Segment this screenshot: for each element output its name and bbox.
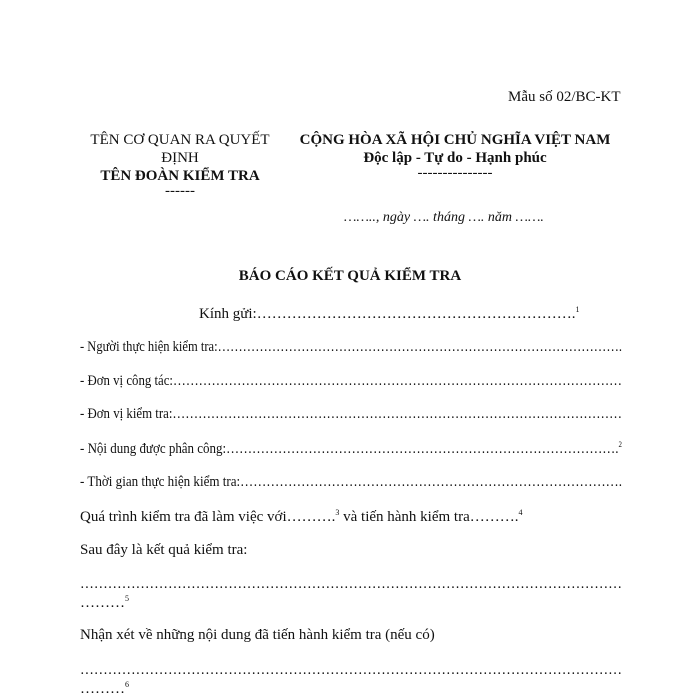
agency-header [80, 131, 280, 197]
field-assigned-content [80, 440, 622, 458]
inspection-team-name: TÊN ĐOÀN KIỂM TRA [100, 168, 260, 184]
process-line [80, 508, 523, 526]
field-label: - Đơn vị kiểm tra:…………………………………………………………………………………………… [80, 406, 622, 422]
field-inspected-unit [80, 406, 622, 423]
field-label: - Người thực hiện kiểm tra:……………………………………………………………………………………. [80, 339, 623, 355]
footnote-ref: 3 [335, 508, 340, 517]
process-part1: Quá trình kiểm tra đã làm việc với………. [80, 509, 336, 525]
footnote-ref: 1 [575, 305, 580, 314]
report-title: BÁO CÁO KẾT QUẢ KIỂM TRA [238, 268, 462, 284]
agency-name-line2: ĐỊNH [161, 150, 199, 166]
results-fill-line-2 [80, 594, 129, 612]
remarks-intro: Nhận xét về những nội dung đã tiến hành kiểm tra (nếu có) [80, 627, 435, 643]
national-title: CỘNG HÒA XÃ HỘI CHỦ NGHĨA VIỆT NAM [299, 132, 611, 148]
national-motto: Độc lập - Tự do - Hạnh phúc [363, 150, 547, 166]
field-label: - Thời gian thực hiện kiểm tra:……………………………………………………………………………. [80, 474, 622, 490]
agency-divider: ------ [165, 183, 195, 199]
field-label: - Nội dung được phân công:………………………………………………………………………………. [80, 441, 619, 457]
agency-name-line1: TÊN CƠ QUAN RA QUYẾT [90, 132, 270, 148]
field-work-unit [80, 373, 622, 390]
remarks-fill-end: ……… [80, 681, 125, 697]
recipient-label: Kính gửi:………………………………………………………. [199, 306, 576, 322]
field-inspector [80, 339, 622, 356]
process-part2: và tiến hành kiểm tra………. [339, 509, 519, 525]
footnote-ref: 4 [518, 508, 523, 517]
remarks-fill-line-2 [80, 680, 129, 698]
field-inspection-time [80, 474, 622, 491]
results-fill-line: ……………………………………………………………………………………………………… [80, 576, 623, 592]
remarks-fill-line: ……………………………………………………………………………………………………… [80, 662, 623, 678]
national-divider: --------------- [417, 165, 493, 181]
date-line: …….., ngày …. tháng …. năm ……. [344, 210, 544, 225]
recipient-line [199, 305, 579, 323]
national-header [280, 131, 630, 179]
footnote-ref: 5 [125, 594, 129, 603]
field-label: - Đơn vị công tác:…………………………………………………………………………………………… [80, 373, 622, 389]
footnote-ref: 2 [618, 440, 622, 449]
results-intro: Sau đây là kết quả kiểm tra: [80, 542, 248, 558]
results-fill-end: ……… [80, 595, 125, 611]
footnote-ref: 6 [125, 680, 129, 689]
form-code: Mẫu số 02/BC-KT [508, 89, 621, 105]
